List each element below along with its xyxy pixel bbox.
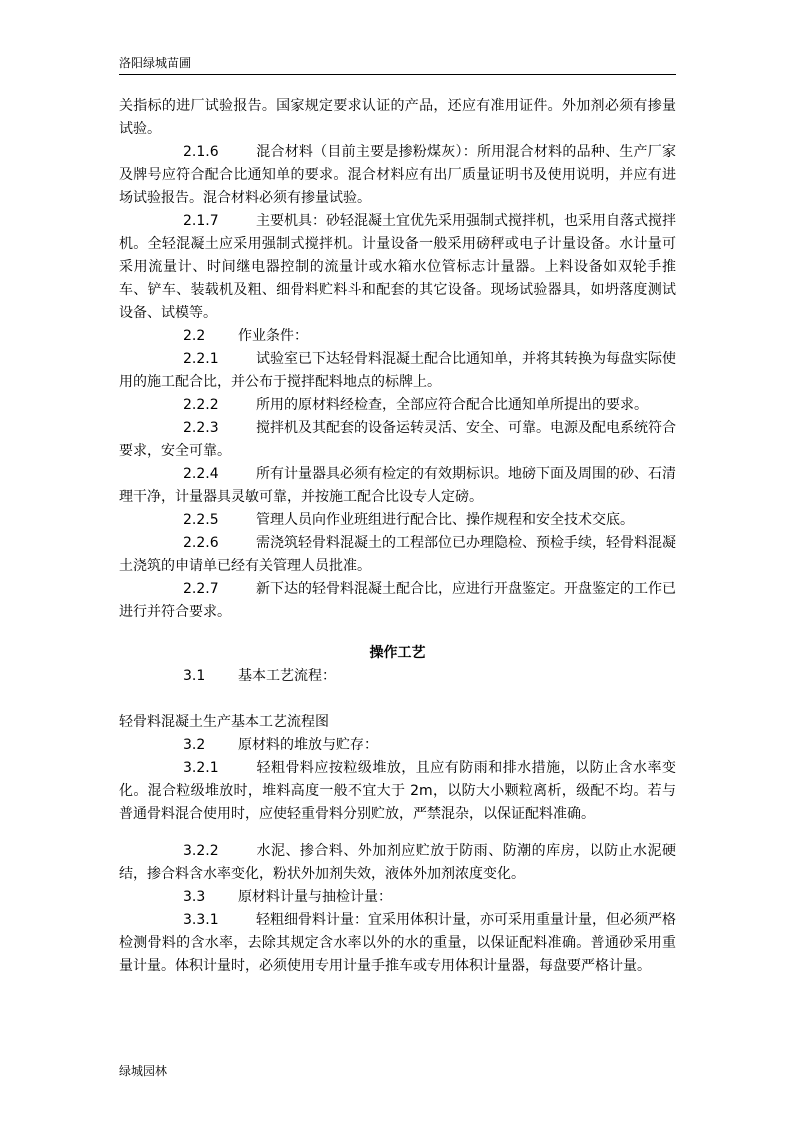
paragraph-text: 原材料计量与抽检计量： bbox=[238, 889, 392, 905]
section-number: 2.2.2 bbox=[183, 397, 219, 413]
page-footer: 绿城园林 bbox=[119, 1064, 168, 1078]
paragraph-text: 需浇筑轻骨料混凝土的工程部位已办理隐检、预检手续，轻骨料混凝土浇筑的申请单已经有关管理人员批准。 bbox=[119, 535, 676, 574]
section-number: 2.1.6 bbox=[183, 144, 219, 160]
paragraph-3-2 bbox=[119, 734, 676, 757]
paragraph-3-3-1 bbox=[119, 909, 676, 978]
paragraph-3-2-2 bbox=[119, 840, 676, 886]
section-number: 3.3.1 bbox=[183, 912, 219, 928]
paragraph-2-2-2 bbox=[119, 394, 676, 417]
paragraph-text: 所用的原材料经检查，全部应符合配合比通知单所提出的要求。 bbox=[256, 397, 648, 413]
paragraph-2-1-7 bbox=[119, 210, 676, 325]
paragraph-text: 基本工艺流程： bbox=[238, 668, 336, 684]
paragraph-text: 管理人员向作业班组进行配合比、操作规程和安全技术交底。 bbox=[256, 512, 634, 528]
paragraph-text: 关指标的进厂试验报告。国家规定要求认证的产品，还应有准用证件。外加剂必须有掺量试验。 bbox=[119, 98, 676, 137]
section-number: 2.2.1 bbox=[183, 351, 219, 367]
paragraph-text: 轻粗骨料应按粒级堆放，且应有防雨和排水措施，以防止含水率变化。混合粒级堆放时，堆料高度一般不宜大于 2m，以防大小颗粒离析，级配不均。若与普通骨料混合使用时，应使轻重骨料分别贮放，严禁混杂，以保证配料准确。 bbox=[119, 760, 676, 822]
section-number: 3.1 bbox=[183, 668, 206, 684]
paragraph-text: 作业条件： bbox=[238, 328, 308, 344]
paragraph-text: 主要机具：砂轻混凝土宜优先采用强制式搅拌机，也采用自落式搅拌机。全轻混凝土应采用强制式搅拌机。计量设备一般采用磅秤或电子计量设备。水计量可采用流量计、时间继电器控制的流量计或水箱水位管标志计量器。上料设备如双轮手推车、铲车、装载机及粗、细骨料贮料斗和配套的其它设备。现场试验器具，如坍落度测试设备、试模等。 bbox=[119, 213, 676, 321]
paragraph-2-2-4 bbox=[119, 463, 676, 509]
paragraph-text: 混合材料（目前主要是掺粉煤灰）：所用混合材料的品种、生产厂家及牌号应符合配合比通知单的要求。混合材料应有出厂质量证明书及使用说明，并应有进场试验报告。混合材料必须有掺量试验。 bbox=[119, 144, 676, 206]
paragraph-text: 试验室已下达轻骨料混凝土配合比通知单，并将其转换为每盘实际使用的施工配合比，并公布于搅拌配料地点的标牌上。 bbox=[119, 351, 676, 390]
page-header: 洛阳绿城苗圃 bbox=[119, 52, 676, 75]
document-body bbox=[119, 95, 676, 978]
paragraph-3-3 bbox=[119, 886, 676, 909]
section-number: 2.2.6 bbox=[183, 535, 219, 551]
section-title: 操作工艺 bbox=[369, 645, 426, 661]
section-number: 3.2.2 bbox=[183, 843, 219, 859]
section-number: 2.2 bbox=[183, 328, 206, 344]
paragraph-2-1-6 bbox=[119, 141, 676, 210]
paragraph-2-2-5 bbox=[119, 509, 676, 532]
paragraph-2-2-7 bbox=[119, 578, 676, 624]
paragraph-text: 搅拌机及其配套的设备运转灵活、安全、可靠。电源及配电系统符合要求，安全可靠。 bbox=[119, 420, 676, 459]
section-number: 2.1.7 bbox=[183, 213, 219, 229]
paragraph-text: 轻粗细骨料计量：宜采用体积计量，亦可采用重量计量，但必须严格检测骨料的含水率，去除其规定含水率以外的水的重量，以保证配料准确。普通砂采用重量计量。体积计量时，必须使用专用计量手推车或专用体积计量器，每盘要严格计量。 bbox=[119, 912, 676, 974]
section-number: 3.2 bbox=[183, 737, 206, 753]
paragraph bbox=[119, 95, 676, 141]
paragraph-2-2 bbox=[119, 325, 676, 348]
section-number: 3.3 bbox=[183, 889, 206, 905]
paragraph-3-2-1 bbox=[119, 757, 676, 826]
paragraph-text: 所有计量器具必须有检定的有效期标识。地磅下面及周围的砂、石清理干净，计量器具灵敏可靠，并按施工配合比设专人定磅。 bbox=[119, 466, 676, 505]
section-number: 3.2.1 bbox=[183, 760, 219, 776]
paragraph-3-1 bbox=[119, 665, 676, 688]
paragraph-2-2-1 bbox=[119, 348, 676, 394]
section-number: 2.2.5 bbox=[183, 512, 219, 528]
paragraph-text: 原材料的堆放与贮存： bbox=[238, 737, 378, 753]
flowchart-caption: 轻骨料混凝土生产基本工艺流程图 bbox=[119, 714, 329, 730]
section-number: 2.2.3 bbox=[183, 420, 219, 436]
section-number: 2.2.4 bbox=[183, 466, 219, 482]
paragraph-text: 新下达的轻骨料混凝土配合比，应进行开盘鉴定。开盘鉴定的工作已进行并符合要求。 bbox=[119, 581, 676, 620]
section-number: 2.2.7 bbox=[183, 581, 219, 597]
paragraph-2-2-3 bbox=[119, 417, 676, 463]
paragraph-2-2-6 bbox=[119, 532, 676, 578]
paragraph-text: 水泥、掺合料、外加剂应贮放于防雨、防潮的库房，以防止水泥硬结，掺合料含水率变化，粉状外加剂失效，液体外加剂浓度变化。 bbox=[119, 843, 676, 882]
